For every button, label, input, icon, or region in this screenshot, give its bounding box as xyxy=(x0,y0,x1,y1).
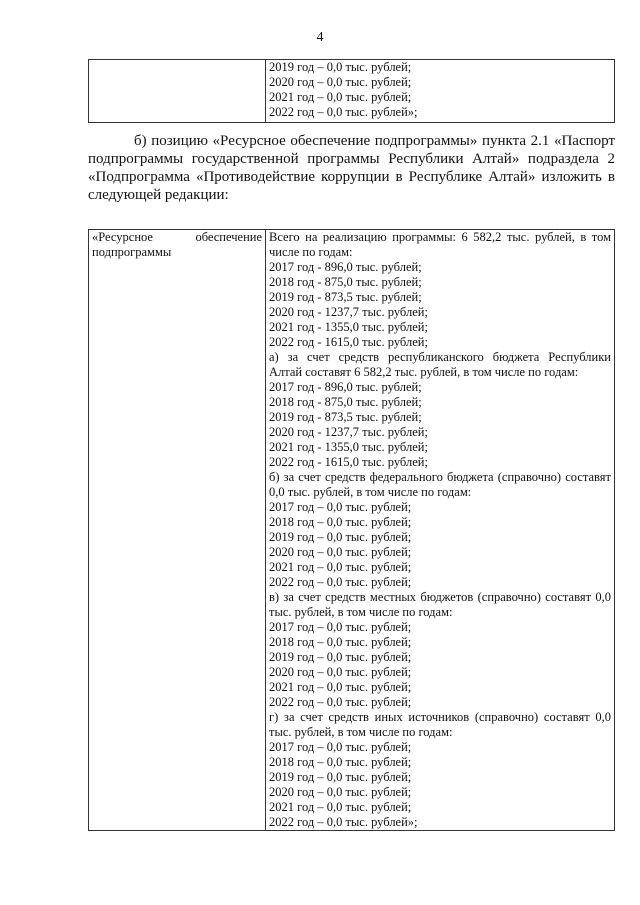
year-line: 2019 год - 873,5 тыс. рублей; xyxy=(269,410,422,424)
paragraph-text: б) позицию «Ресурсное обеспечение подпрограммы» пункта 2.1 «Паспорт подпрограммы государственной программы Республики Алтай» подраздела 2 «Подпрограмма «Противодействие коррупции в Республике Алтай» изложить в следующей редакции: xyxy=(88,133,615,203)
year-line: 2019 год – 0,0 тыс. рублей; xyxy=(269,60,412,74)
label-word: обеспечение xyxy=(195,230,262,244)
table-cell-label xyxy=(89,60,266,123)
section-a-intro: а) за счет средств республиканского бюджета Республики Алтай составят 6 582,2 тыс. рублей, в том числе по годам: xyxy=(269,350,611,379)
year-line: 2021 год – 0,0 тыс. рублей; xyxy=(269,800,412,814)
year-line: 2021 год – 0,0 тыс. рублей; xyxy=(269,560,412,574)
year-line: 2018 год – 0,0 тыс. рублей; xyxy=(269,755,412,769)
section-b-intro: б) за счет средств федерального бюджета (справочно) составят 0,0 тыс. рублей, в том числе по годам: xyxy=(269,470,611,499)
year-line: 2018 год - 875,0 тыс. рублей; xyxy=(269,275,422,289)
year-line: 2018 год – 0,0 тыс. рублей; xyxy=(269,515,412,529)
year-line: 2020 год – 0,0 тыс. рублей; xyxy=(269,785,412,799)
amendment-paragraph xyxy=(88,132,615,204)
table-cell-values xyxy=(266,60,615,123)
year-line: 2018 год – 0,0 тыс. рублей; xyxy=(269,635,412,649)
label-line xyxy=(92,230,262,245)
page-number: 4 xyxy=(316,30,324,45)
year-line: 2017 год - 896,0 тыс. рублей; xyxy=(269,380,422,394)
year-line: 2020 год – 0,0 тыс. рублей; xyxy=(269,75,412,89)
year-line: 2017 год – 0,0 тыс. рублей; xyxy=(269,740,412,754)
year-line: 2019 год - 873,5 тыс. рублей; xyxy=(269,290,422,304)
year-line: 2022 год – 0,0 тыс. рублей; xyxy=(269,695,412,709)
year-line: 2022 год – 0,0 тыс. рублей»; xyxy=(269,105,418,119)
year-line: 2019 год – 0,0 тыс. рублей; xyxy=(269,650,412,664)
resource-provision-table xyxy=(88,229,615,831)
year-line: 2020 год - 1237,7 тыс. рублей; xyxy=(269,305,428,319)
label-word: «Ресурсное xyxy=(92,230,153,244)
table-row xyxy=(89,60,615,123)
year-line: 2018 год - 875,0 тыс. рублей; xyxy=(269,395,422,409)
year-line: 2019 год – 0,0 тыс. рублей; xyxy=(269,530,412,544)
table-cell-label xyxy=(89,230,266,831)
year-line: 2022 год – 0,0 тыс. рублей; xyxy=(269,575,412,589)
year-line: 2017 год – 0,0 тыс. рублей; xyxy=(269,500,412,514)
year-line: 2021 год - 1355,0 тыс. рублей; xyxy=(269,320,428,334)
year-line: 2022 год - 1615,0 тыс. рублей; xyxy=(269,455,428,469)
table-row xyxy=(89,230,615,831)
year-line: 2021 год – 0,0 тыс. рублей; xyxy=(269,680,412,694)
total-intro: Всего на реализацию программы: 6 582,2 тыс. рублей, в том числе по годам: xyxy=(269,230,611,259)
year-line: 2017 год – 0,0 тыс. рублей; xyxy=(269,620,412,634)
funding-table-continued xyxy=(88,59,615,123)
section-d-intro: г) за счет средств иных источников (справочно) составят 0,0 тыс. рублей, в том числе по годам: xyxy=(269,710,611,739)
year-line: 2021 год – 0,0 тыс. рублей; xyxy=(269,90,412,104)
year-line: 2022 год – 0,0 тыс. рублей»; xyxy=(269,815,418,829)
year-line: 2021 год - 1355,0 тыс. рублей; xyxy=(269,440,428,454)
year-line: 2017 год - 896,0 тыс. рублей; xyxy=(269,260,422,274)
year-line: 2020 год – 0,0 тыс. рублей; xyxy=(269,665,412,679)
year-line: 2022 год - 1615,0 тыс. рублей; xyxy=(269,335,428,349)
table-cell-values xyxy=(266,230,615,831)
label-line: подпрограммы xyxy=(92,245,172,259)
year-line: 2019 год – 0,0 тыс. рублей; xyxy=(269,770,412,784)
section-c-intro: в) за счет средств местных бюджетов (справочно) составят 0,0 тыс. рублей, в том числе по годам: xyxy=(269,590,611,619)
year-line: 2020 год - 1237,7 тыс. рублей; xyxy=(269,425,428,439)
year-line: 2020 год – 0,0 тыс. рублей; xyxy=(269,545,412,559)
